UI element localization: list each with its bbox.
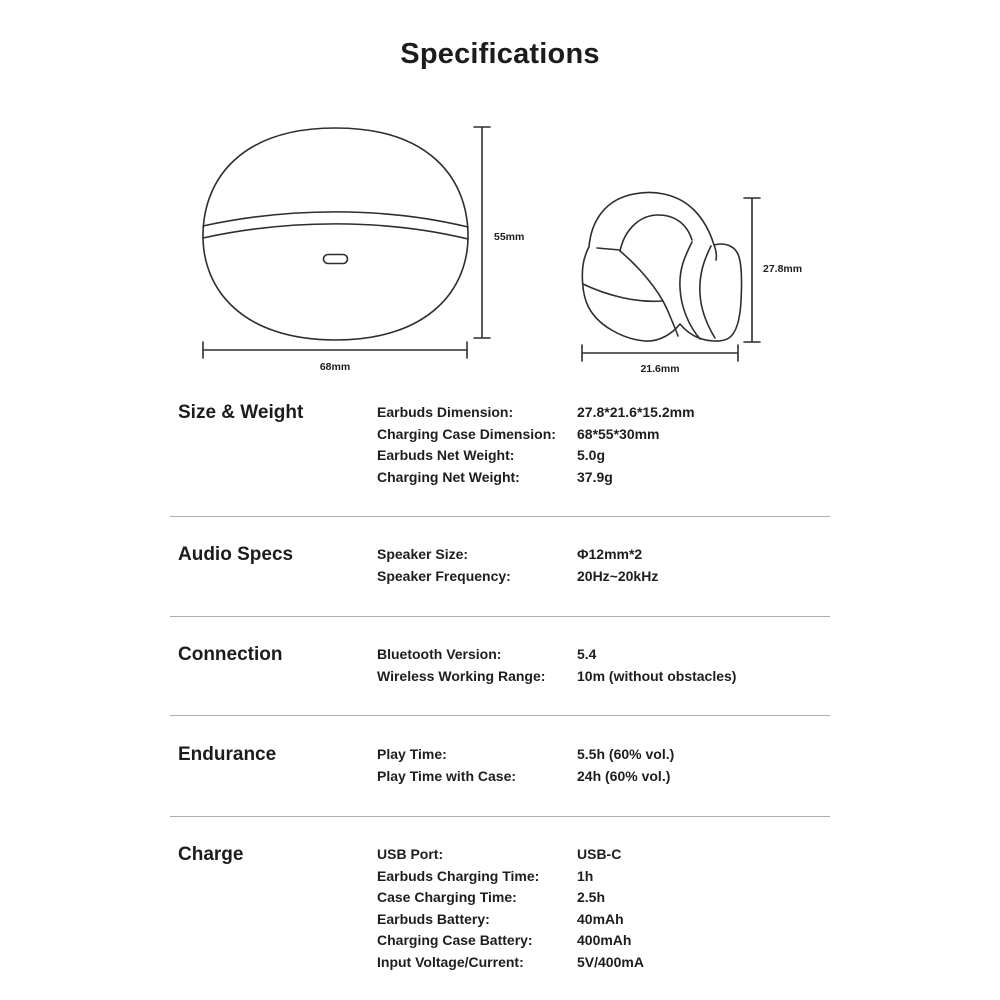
section-connection xyxy=(178,644,822,687)
spec-label: Input Voltage/Current: xyxy=(377,953,524,970)
spec-label: Charging Net Weight: xyxy=(377,468,520,485)
earbud-battery-seam xyxy=(583,284,662,301)
earbud-dimensions xyxy=(582,198,802,375)
spec-label: Speaker Frequency: xyxy=(377,567,511,584)
spec-value: 5.5h (60% vol.) xyxy=(577,746,675,762)
spec-value: 1h xyxy=(577,867,594,884)
spec-value: 10m (without obstacles) xyxy=(577,667,737,684)
case-dimensions xyxy=(203,127,524,373)
earbud-drawing xyxy=(582,192,741,341)
spec-label: Earbuds Charging Time: xyxy=(377,867,540,884)
spec-value: 37.9g xyxy=(577,468,613,485)
earbud-pod-seam xyxy=(700,246,715,338)
case-button xyxy=(324,255,348,264)
section-size-weight xyxy=(178,402,822,488)
spec-value: 24h (60% vol.) xyxy=(577,767,671,784)
value-column xyxy=(577,844,822,974)
charging-case-drawing xyxy=(203,128,468,340)
value-column xyxy=(577,644,822,687)
spec-label: Charging Case Battery: xyxy=(377,932,533,949)
case-outline xyxy=(203,128,468,340)
case-lid-seam-top xyxy=(203,212,468,227)
earbud-hook-inner-edge xyxy=(620,215,692,251)
case-lid-seam-bottom xyxy=(203,224,468,239)
spec-value: Φ12mm*2 xyxy=(577,546,643,562)
spec-label: Earbuds Dimension: xyxy=(377,404,514,420)
spec-value: 40mAh xyxy=(577,910,624,927)
section-audio-specs xyxy=(178,544,822,587)
spec-label: Speaker Size: xyxy=(377,546,469,562)
case-height-dim-label: 55mm xyxy=(494,230,525,243)
section-divider xyxy=(170,516,830,517)
earbud-height-dim-label: 27.8mm xyxy=(763,262,803,275)
product-diagrams xyxy=(0,110,1000,400)
section-divider xyxy=(170,816,830,817)
spec-value: USB-C xyxy=(577,846,622,862)
label-column xyxy=(377,544,577,587)
earbud-width-dim-line xyxy=(582,345,738,361)
spec-label: Earbuds Net Weight: xyxy=(377,447,515,464)
label-column xyxy=(377,402,577,488)
spec-label: Wireless Working Range: xyxy=(377,667,546,684)
earbud-hook-seam xyxy=(597,248,620,250)
label-column xyxy=(377,844,577,974)
spec-label: Earbuds Battery: xyxy=(377,910,490,927)
section-title: Audio Specs xyxy=(178,544,294,565)
spec-value: 400mAh xyxy=(577,932,632,949)
page-title: Specifications xyxy=(400,38,600,70)
section-title: Endurance xyxy=(178,744,277,765)
spec-label: USB Port: xyxy=(377,846,444,862)
value-column xyxy=(577,744,822,787)
section-charge xyxy=(178,844,822,974)
spec-label: Bluetooth Version: xyxy=(377,646,502,662)
section-title: Size & Weight xyxy=(178,402,304,423)
spec-label: Play Time: xyxy=(377,746,447,762)
case-width-dim-line xyxy=(203,342,467,358)
earbud-pod-top-seam xyxy=(714,245,716,260)
spec-label: Case Charging Time: xyxy=(377,889,517,906)
spec-label: Charging Case Dimension: xyxy=(377,425,556,442)
spec-value: 5.4 xyxy=(577,646,597,662)
spec-value: 5.0g xyxy=(577,447,606,464)
value-column xyxy=(577,402,822,488)
spec-value: 20Hz~20kHz xyxy=(577,567,659,584)
spec-value: 27.8*21.6*15.2mm xyxy=(577,404,695,420)
earbud-width-dim-label: 21.6mm xyxy=(640,363,680,375)
earbud-body-seam xyxy=(620,251,678,336)
section-endurance xyxy=(178,744,822,787)
case-height-dim-line xyxy=(474,127,490,338)
label-column xyxy=(377,744,577,787)
earbud-pod-left-edge xyxy=(680,242,700,339)
value-column xyxy=(577,544,822,587)
spec-value: 68*55*30mm xyxy=(577,425,660,442)
section-divider xyxy=(170,616,830,617)
spec-label: Play Time with Case: xyxy=(377,767,517,784)
spec-value: 2.5h xyxy=(577,889,606,906)
case-width-dim-label: 68mm xyxy=(319,361,351,373)
earbud-height-dim-line xyxy=(744,198,760,342)
section-title: Connection xyxy=(178,644,283,665)
label-column xyxy=(377,644,577,687)
section-title: Charge xyxy=(178,844,244,865)
spec-value: 5V/400mA xyxy=(577,953,644,970)
section-divider xyxy=(170,715,830,716)
